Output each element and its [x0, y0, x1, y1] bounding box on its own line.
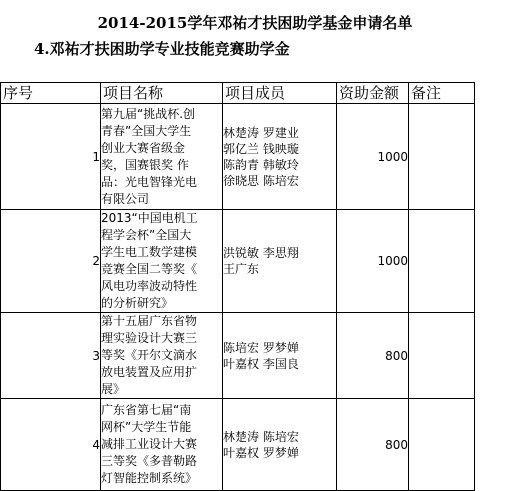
remark-cell — [409, 104, 475, 210]
header-project-name: 项目名称 — [101, 83, 223, 104]
member-line: 洪锐敏 李思翔 — [223, 246, 299, 260]
project-line: 青春”全国大学生 — [101, 123, 192, 138]
project-line: 等奖《开尔文滴水 — [101, 348, 198, 362]
header-amount: 资助金额 — [337, 83, 409, 104]
member-line: 林楚涛 罗建业 — [223, 125, 299, 140]
table-row — [1, 104, 475, 210]
project-line: 有限公司 — [101, 191, 150, 206]
table-row — [1, 210, 475, 313]
project-name-cell — [101, 104, 223, 210]
table-header-row — [1, 83, 475, 104]
project-line: 第十五届广东省物 — [101, 314, 198, 328]
section-subtitle: 4.邓祐才扶困助学专业技能竞赛助学金 — [34, 40, 290, 58]
remark-cell — [409, 210, 475, 313]
table-row — [1, 313, 475, 399]
project-line: 的分析研究》 — [101, 296, 174, 310]
project-line: 减排工业设计大赛 — [101, 437, 198, 451]
project-name-cell — [101, 399, 223, 491]
project-line: 竞赛全国二等奖《 — [101, 262, 198, 276]
project-line: 2013“中国电机工 — [101, 211, 198, 225]
page-title: 2014-2015学年邓祐才扶困助学基金申请名单 — [97, 14, 413, 32]
member-line: 林楚涛 陈培宏 — [223, 429, 299, 444]
amount-cell: 1000 — [337, 210, 409, 313]
project-line: 理实验设计大赛三 — [101, 331, 198, 345]
project-line: 放电装置及应用扩 — [101, 365, 198, 379]
project-line: 灯智能控制系统》 — [101, 471, 198, 485]
amount-cell: 1000 — [337, 104, 409, 210]
project-line: 网杯”大学生节能 — [101, 420, 192, 434]
members-cell — [223, 210, 337, 313]
row-index: 2 — [1, 210, 101, 313]
member-line: 陈韵青 韩敏玲 — [223, 157, 299, 172]
project-name-cell — [101, 313, 223, 399]
amount-cell: 800 — [337, 313, 409, 399]
header-index: 序号 — [1, 83, 101, 104]
project-line: 三等奖《多普勒路 — [101, 454, 198, 468]
project-line: 展》 — [101, 382, 126, 396]
member-line: 徐晓思 陈培宏 — [223, 173, 299, 188]
project-name-cell — [101, 210, 223, 313]
member-line: 叶嘉权 罗梦婵 — [223, 445, 299, 460]
members-cell — [223, 399, 337, 491]
member-line: 叶嘉权 李国良 — [223, 356, 299, 371]
project-line: 奖，国赛银奖 作 — [101, 157, 189, 172]
applicant-table — [0, 82, 475, 491]
header-remark: 备注 — [409, 83, 475, 104]
row-index: 1 — [1, 104, 101, 210]
project-line: 学生电工数学建模 — [101, 245, 198, 259]
table-row — [1, 399, 475, 491]
amount-cell: 800 — [337, 399, 409, 491]
remark-cell — [409, 399, 475, 491]
members-cell — [223, 104, 337, 210]
header-members: 项目成员 — [223, 83, 337, 104]
remark-cell — [409, 313, 475, 399]
member-line: 陈培宏 罗梦婵 — [223, 340, 299, 355]
project-line: 程学会杯”全国大 — [101, 228, 192, 242]
members-cell — [223, 313, 337, 399]
member-line: 郭亿兰 钱映璇 — [223, 141, 299, 156]
project-line: 风电功率波动特性 — [101, 279, 198, 293]
row-index: 3 — [1, 313, 101, 399]
project-line: 创业大赛省级金 — [101, 140, 186, 155]
project-line: 广东省第七届“南 — [101, 403, 192, 417]
row-index: 4 — [1, 399, 101, 491]
project-line: 品：光电智锋光电 — [101, 174, 198, 189]
project-line: 第九届“挑战杯.创 — [101, 106, 196, 121]
member-line: 王广东 — [223, 262, 260, 276]
